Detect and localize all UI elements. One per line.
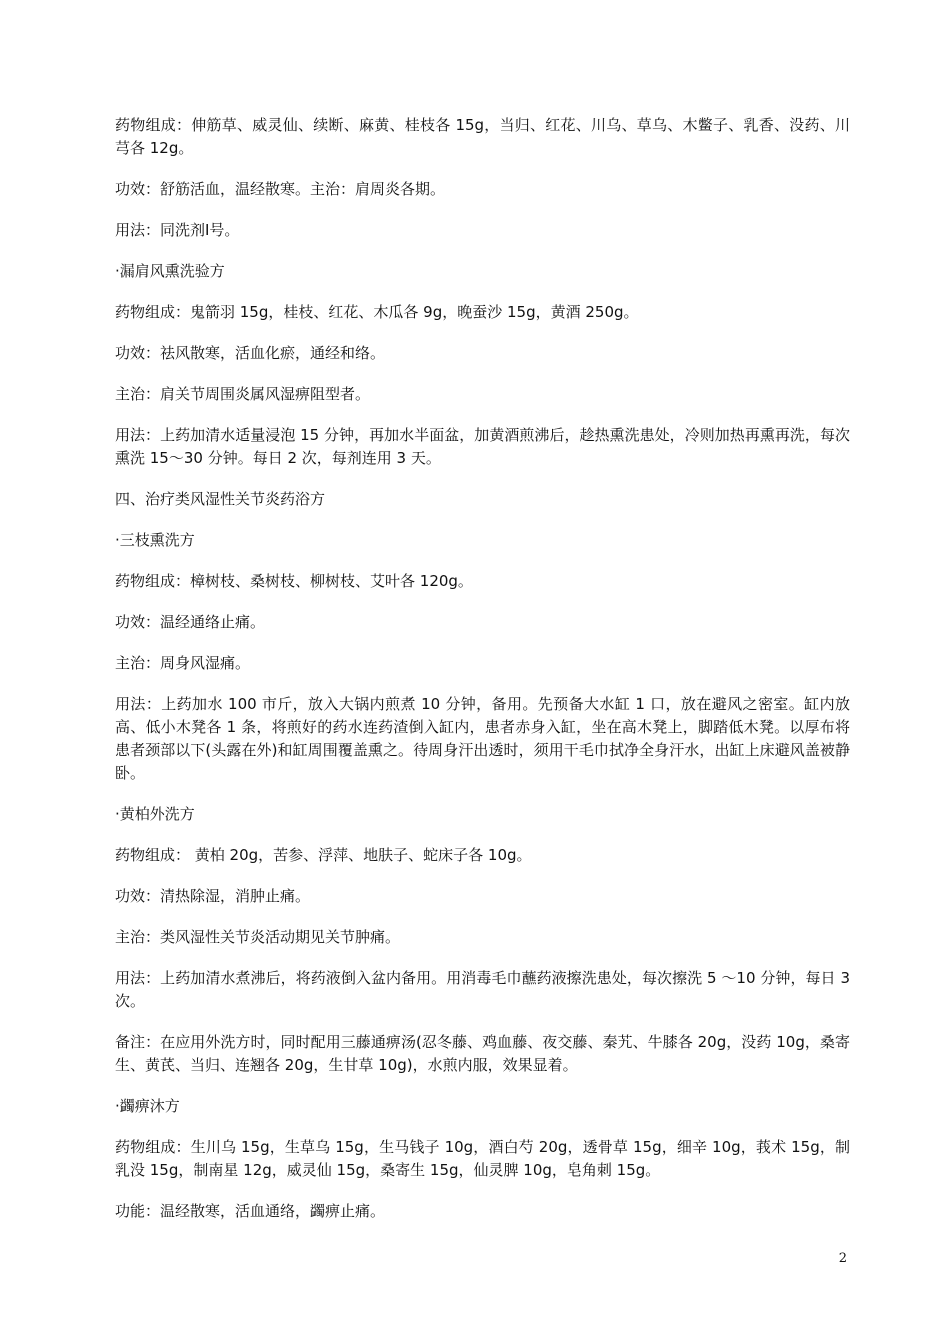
paragraph-usage-3: 用法：上药加水 100 市斤，放入大锅内煎煮 10 分钟，备用。先预备大水缸 1 口，放在避风之密室。缸内放高、低小木凳各 1 条，将煎好的药水连药渣倒入缸内，患者赤身入缸，坐在高木凳上，脚踏低木凳。以厚布将患者颈部以下(头露在外)和缸周围覆盖熏之。待周身汗出透时，须用干毛巾拭净全身汗水，出缸上床避风盖被静卧。 xyxy=(115,695,850,782)
paragraph-indication-2: 主治：肩关节周围炎属风湿痹阻型者。 xyxy=(115,385,371,403)
section-heading-ra-baths: 四、治疗类风湿性关节炎药浴方 xyxy=(115,490,326,508)
paragraph-usage-1: 用法：同洗剂Ⅰ号。 xyxy=(115,221,240,239)
paragraph-indication-3: 主治：周身风湿痛。 xyxy=(115,654,251,672)
paragraph-efficacy-4: 功效：清热除湿，消肿止痛。 xyxy=(115,887,311,905)
page-number: 2 xyxy=(838,1251,847,1266)
heading-huangbai-formula: ·黄柏外洗方 xyxy=(115,805,195,823)
paragraph-note-4: 备注：在应用外洗方时，同时配用三藤通痹汤(忍冬藤、鸡血藤、夜交藤、秦艽、牛膝各 20g，没药 10g，桑寄生、黄芪、当归、连翘各 20g，生甘草 10g)，水煎内服，效果显着。 xyxy=(115,1033,850,1074)
paragraph-indication-4: 主治：类风湿性关节炎活动期见关节肿痛。 xyxy=(115,928,401,946)
paragraph-usage-2: 用法：上药加清水适量浸泡 15 分钟，再加水半面盆，加黄酒煎沸后，趁热熏洗患处，冷则加热再熏再洗，每次熏洗 15～30 分钟。每日 2 次，每剂连用 3 天。 xyxy=(115,426,850,467)
page-body xyxy=(115,114,850,1241)
paragraph-efficacy-3: 功效：温经通络止痛。 xyxy=(115,613,266,631)
paragraph-efficacy-2: 功效：祛风散寒，活血化瘀，通经和络。 xyxy=(115,344,386,362)
heading-louchianfeng-formula: ·漏肩风熏洗验方 xyxy=(115,262,225,280)
paragraph-composition-4: 药物组成： 黄柏 20g，苦参、浮萍、地肤子、蛇床子各 10g。 xyxy=(115,846,532,864)
paragraph-composition-2: 药物组成：鬼箭羽 15g，桂枝、红花、木瓜各 9g，晚蚕沙 15g，黄酒 250g。 xyxy=(115,303,639,321)
paragraph-composition-1: 药物组成：伸筋草、威灵仙、续断、麻黄、桂枝各 15g，当归、红花、川乌、草乌、木鳖子、乳香、没药、川芎各 12g。 xyxy=(115,116,850,157)
paragraph-function-5: 功能：温经散寒，活血通络，蠲痹止痛。 xyxy=(115,1202,386,1220)
heading-sanzhi-formula: ·三枝熏洗方 xyxy=(115,531,195,549)
paragraph-efficacy-1: 功效：舒筋活血，温经散寒。主治：肩周炎各期。 xyxy=(115,180,446,198)
paragraph-composition-3: 药物组成：樟树枝、桑树枝、柳树枝、艾叶各 120g。 xyxy=(115,572,473,590)
paragraph-composition-5: 药物组成：生川乌 15g，生草乌 15g，生马钱子 10g，酒白芍 20g，透骨草 15g，细辛 10g，莪术 15g，制乳没 15g，制南星 12g，威灵仙 15g，桑寄生 15g，仙灵脾 10g，皂角刺 15g。 xyxy=(115,1138,850,1179)
paragraph-usage-4: 用法：上药加清水煮沸后，将药液倒入盆内备用。用消毒毛巾蘸药液擦洗患处，每次擦洗 5 ～10 分钟，每日 3 次。 xyxy=(115,969,850,1010)
heading-juanbi-formula: ·蠲痹沐方 xyxy=(115,1097,180,1115)
